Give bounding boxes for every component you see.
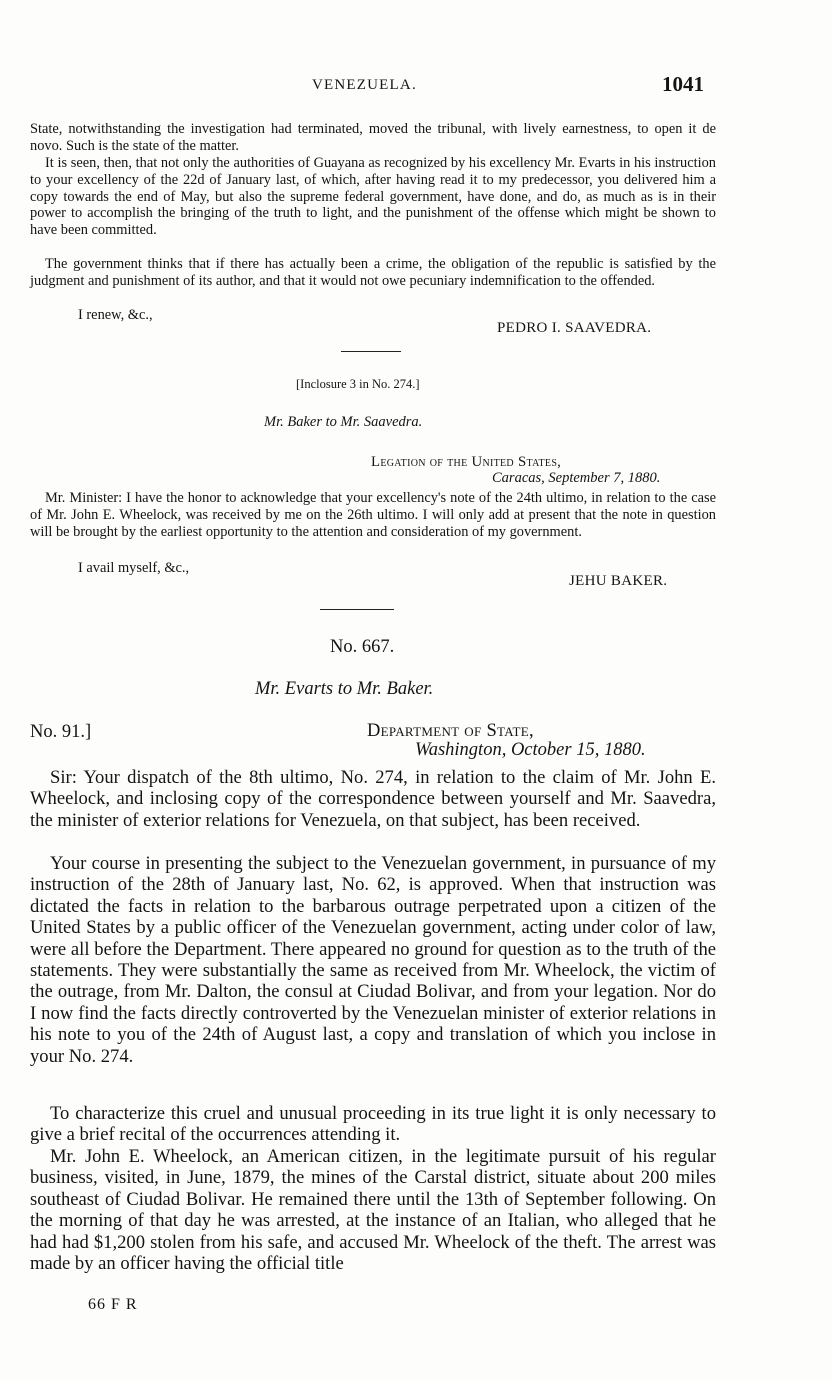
dispatch-reference: No. 91.]: [30, 722, 92, 742]
inclosure-body: Mr. Minister: I have the honor to acknowledge that your excellency's note of the 24th ultimo, in relation to the case of Mr. John E. Wheelock, was received by me on the 26th ultimo. I will only add at present that the note in question will be brought by the earliest opportunity to the attention and consideration of my government.: [30, 490, 716, 540]
section-divider: [341, 351, 401, 352]
inclosure-heading: Mr. Baker to Mr. Saavedra.: [264, 414, 423, 430]
page-number: 1041: [662, 72, 704, 96]
document-number: No. 667.: [330, 637, 395, 657]
inclosure-place: Legation of the United States,: [371, 454, 562, 470]
paragraph-wheelock: Mr. John E. Wheelock, an American citizen, in the legitimate pursuit of his regular business, visited, in June, 1879, the mines of the Carstal district, situate about 200 miles southeast of Ciudad Bolivar. He remained there until the 13th of September following. On the morning of that day he was arrested, at the instance of an Italian, who alleged that he had had $1,200 stolen from his safe, and accused Mr. Wheelock of the theft. The arrest was made by an officer having the official title: [30, 1146, 716, 1275]
document-heading: Mr. Evarts to Mr. Baker.: [255, 679, 434, 699]
paragraph-characterize: To characterize this cruel and unusual proceeding in its true light it is only necessary to give a brief recital of the occurrences attending it.: [30, 1103, 716, 1146]
continued-paragraph: State, notwithstanding the investigation had terminated, moved the tribunal, with lively earnestness, to open it de novo. Such is the state of the matter.: [30, 121, 716, 154]
running-title: VENEZUELA.: [312, 77, 417, 93]
signature-baker: JEHU BAKER.: [569, 573, 668, 589]
paragraph-authorities: It is seen, then, that not only the authorities of Guayana as recognized by his excellency Mr. Evarts in his instruction to your excellency of the 22d of January last, of which, after having read it to my predecessor, you delivered him a copy towards the end of May, but also the supreme federal government, have done, and do, as much as is in their power to accomplish the bringing of the truth to light, and the punishment of the offense which might be shown to have been committed.: [30, 155, 716, 239]
section-divider: [320, 609, 394, 610]
paragraph-sir: Sir: Your dispatch of the 8th ultimo, No. 274, in relation to the claim of Mr. John E. Wheelock, and inclosing copy of the correspondence between yourself and Mr. Saavedra, the minister of exterior relations for Venezuela, on that subject, has been received.: [30, 767, 716, 831]
closing-renew: I renew, &c.,: [78, 307, 153, 323]
document-date: Washington, October 15, 1880.: [415, 740, 646, 760]
inclosure-date: Caracas, September 7, 1880.: [492, 470, 661, 486]
paragraph-government: The government thinks that if there has actually been a crime, the obligation of the republic is satisfied by the judgment and punishment of its author, and that it would not owe pecuniary indemnification to the offended.: [30, 256, 716, 289]
inclosure-label: [Inclosure 3 in No. 274.]: [296, 377, 420, 391]
inclosure-closing: I avail myself, &c.,: [78, 560, 190, 576]
signature-mark: 66 F R: [88, 1296, 138, 1313]
signature-saavedra: PEDRO I. SAAVEDRA.: [497, 320, 652, 336]
paragraph-course: Your course in presenting the subject to the Venezuelan government, in pursuance of my instruction of the 28th of January last, No. 62, is approved. When that instruction was dictated the facts in relation to the barbarous outrage perpetrated upon a citizen of the United States by a public officer of the Venezuelan government, acting under color of law, were all before the Department. There appeared no ground for question as to the truth of the statements. They were substantially the same as received from Mr. Wheelock, the victim of the outrage, from Mr. Dalton, the consul at Ciudad Bolivar, and from your legation. Nor do I now find the facts directly controverted by the Venezuelan minister of exterior relations in his note to you of the 24th of August last, a copy and translation of which you inclose in your No. 274.: [30, 853, 716, 1067]
department-place: Department of State,: [367, 721, 534, 741]
